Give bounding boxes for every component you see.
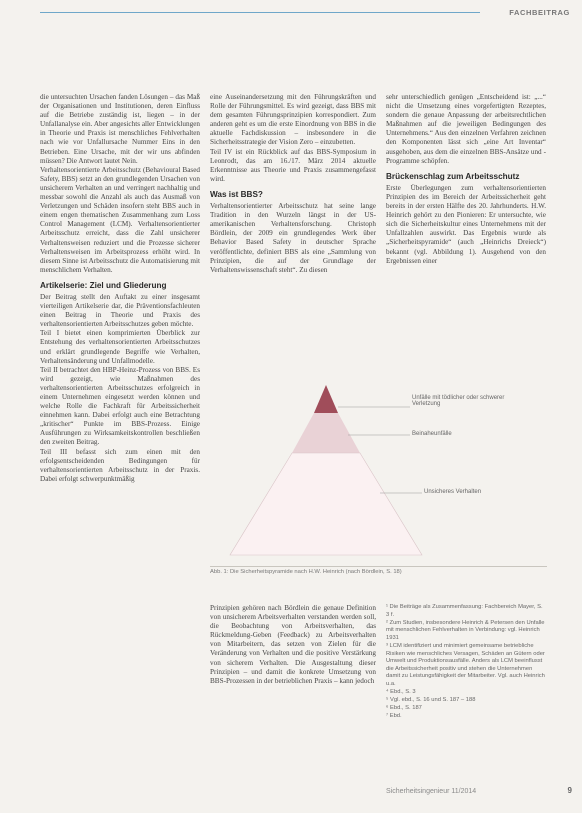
- pyramid-tier-top: [314, 385, 338, 413]
- safety-pyramid-figure: [210, 375, 547, 565]
- section-label: FACHBEITRAG: [509, 8, 570, 17]
- paragraph: Teil IV ist ein Rückblick auf das BBS-Symposium in Leonrodt, das am 16./17. März 2014 aktuelle Erkenntnisse aus Theorie und Praxis zusammengefasst wird.: [210, 147, 376, 183]
- paragraph: Verhaltensorientierter Arbeitsschutz hat seine lange Tradition in den Wurzeln längst in der US-amerikanischen Verhaltensforschung. Christoph Bördlein, der 2009 ein grundlegendes Werk über Behavior Based Safety in deutscher Sprache veröffentlichte, definiert BBS als eine „Sammlung von Prinzipien, die auf der Grundlage der Verhaltenswissenschaft steht“. Zu diesen: [210, 202, 376, 274]
- section-heading: Artikelserie: Ziel und Gliederung: [40, 280, 167, 290]
- paragraph: sehr unterschiedlich genügen „Entscheidend ist: „...“ nicht die Umsetzung eines vorgefertigten Rezeptes, sondern die genaue Anpassung der arbeitsrechtlichen Maßnahmen auf die jeweiligen Bedingungen des Unternehmens.“ Aus den einzelnen Verfahren zeichnen den Komponenten lässt sich „eine Art Inventar“ ausgehoben, aus dem die einzelnen BBS-Ansätze und -Programme schöpfen.: [386, 93, 546, 165]
- page-number: 9: [567, 786, 572, 795]
- column-2: [210, 93, 376, 275]
- pyramid-tier-bottom: [230, 453, 422, 555]
- journal-footer: Sicherheitsingenieur 11/2014: [386, 788, 477, 795]
- footnote: ¹ Die Beiträge als Zusammenfassung: Fachbereich Mayer, S. 3 f.: [386, 604, 543, 618]
- paragraph: die untersuchten Ursachen fanden Lösungen – das Maß der Organisationen und Institutionen, deren Einfluss auf die Betriebe zuständig ist, liegen – in der Unfallanalyse ein. Aber angesichts aller Entwicklungen in Theorie und Praxis ist menschliches Fehlverhalten nach wie vor Unfallursache Nummer Eins in den Betrieben. Eine Ursache, mit der wir uns abfinden müssen? Die Antwort lautet Nein.: [40, 93, 200, 165]
- footnote: ⁷ Ebd.: [386, 713, 402, 720]
- header-rule: [40, 12, 480, 13]
- column-2-lower: [210, 604, 376, 686]
- paragraph: Erste Überlegungen zum verhaltensorientierten Prinzipien des im Bereich der Arbeitssicherheit geht bereits in der ersten Hälfte des 20. Jahrhunderts. H.W. Heinrich gehört zu den Pionieren: Er untersuchte, wie sich die Sicherheitskultur eines Unternehmens mit der Unfallzahlen auswirkt. Das Ergebnis wurde als „Sicherheitspyramide“ (auch „Heinrichs Dreieck“) bekannt (vgl. Abbildung 1). Ausgehend von den Ergebnissen einer: [386, 183, 546, 265]
- section-heading: Brückenschlag zum Arbeitsschutz: [386, 171, 520, 181]
- footnote: ⁴ Ebd., S. 3: [386, 689, 416, 696]
- footnote: ⁶ Ebd., S. 187: [386, 705, 422, 712]
- paragraph: Teil II betrachtet den HBP-Heinz-Prozess von BBS. Es wird gezeigt, wie Maßnahmen des verhaltensorientierten Arbeitsschutzes erfolgreich in einem Unternehmen eingesetzt werden können und welche Rolle die Fachkraft für Arbeitssicherheit einnehmen kann. Dabei erfolgt auch eine Betrachtung „kritischer“ Punkte im BBS-Prozess. Einige Ausführungen zu Wirksamkeitskontrollen beschließen den zweiten Beitrag.: [40, 365, 200, 447]
- paragraph: Verhaltensorientierte Arbeitsschutz (Behavioural Based Safety, BBS) setzt an den grundlegenden Ursachen von unsicherem Verhalten an und verringert nachhaltig und messbar sowohl die Anzahl als auch das Ausmaß von Verletzungen und Schäden insofern steht BBS auch in einem engen thematischen Zusammenhang zum Loss Control Management (LCM). Verhaltensorientierter Arbeitsschutz erreicht, dass die Zahl unsicherer Verhaltensweisen reduziert und die Prozesse sicherer Verhaltensweisen im Arbeitsprozess erhöht wird. In diesem Sinne ist Arbeitsschutz die Automatisierung mit menschlichem Verhalten.: [40, 165, 200, 274]
- pyramid-label-middle: Beinaheunfälle: [412, 431, 452, 437]
- running-header: [0, 8, 582, 18]
- section-heading: Was ist BBS?: [210, 189, 263, 199]
- footnote: ² Zum Studien, insbesondere Heinrich & Petersen den Unfalle mit menschlichen Fehlverhalten in Verbindung: vgl. Heinrich 1931: [386, 619, 545, 641]
- column-1: [40, 93, 200, 484]
- footnotes: [386, 604, 546, 721]
- pyramid-label-bottom: Unsicheres Verhalten: [424, 489, 482, 495]
- figure-caption: Abb. 1: Die Sicherheitspyramide nach H.W. Heinrich (nach Bördlein, S. 18): [210, 566, 547, 575]
- footnote: ³ LCM identifiziert und minimiert gemeinsame betriebliche Risiken wie menschliches Versagen, Schäden an Gütern oder Umwelt und Produktionsausfälle. Anders als LCM beeinflusst die Arbeitssicherheit positiv und stehen die Unternehmen damit zu Leistungsfähigkeit der Mitarbeiter. Vgl. auch Heinrich u.a.: [386, 642, 545, 687]
- pyramid-label-top: Unfälle mit tödlicher oder schwerer Verletzung: [412, 395, 505, 407]
- paragraph: Prinzipien gehören nach Bördlein die genaue Definition von unsicherem Arbeitsverhalten verstanden werden soll, die Beobachtung von Arbeitsverhalten, das Rückmeldung-Geben (Feedback) zu Arbeitsverhalten von Mitarbeitern, das setzen von Zielen für die Veränderung von Verhalten und die positive Verstärkung von sicherem Verhalten. Die Ausgestaltung dieser Prinzipien – und damit die konkrete Umsetzung von BBS-Prozessen in der betrieblichen Praxis – kann jedoch: [210, 604, 376, 685]
- paragraph: Teil III befasst sich zum einen mit den erfolgsentscheidenden Bedingungen für verhaltensorientierten Arbeitsschutz in der Praxis. Dabei erfolgt schwerpunktmäßig: [40, 447, 200, 483]
- paragraph: eine Auseinandersetzung mit den Führungskräften und Rolle der Führungsmittel. Es wird gezeigt, dass BBS mit dem gesamten Führungsprinzipien korrespondiert. Zum anderen geht es um die erste Einordnung von BBS in die aktuelle Fachdiskussion – insbesondere in die Sicherheitsstrategie der Vision Zero – einzubetten.: [210, 93, 376, 147]
- pyramid-tier-middle: [292, 413, 360, 453]
- footnote: ⁵ Vgl. ebd., S. 16 und S. 187 – 188: [386, 697, 476, 704]
- paragraph: Der Beitrag stellt den Auftakt zu einer insgesamt vierteiligen Artikelserie dar, die Präventionsfachleuten einen Beitrag in Theorie und Praxis des verhaltensorientierten Arbeitsschutzes geben möchte.: [40, 292, 200, 329]
- column-3: [386, 93, 546, 266]
- paragraph: Teil I bietet einen komprimierten Überblick zur Entstehung des verhaltensorientierten Arbeitsschutzes und erklärt grundlegende Begriffe wie Verhalten, Verhaltensänderung und Unfallmodelle.: [40, 329, 200, 365]
